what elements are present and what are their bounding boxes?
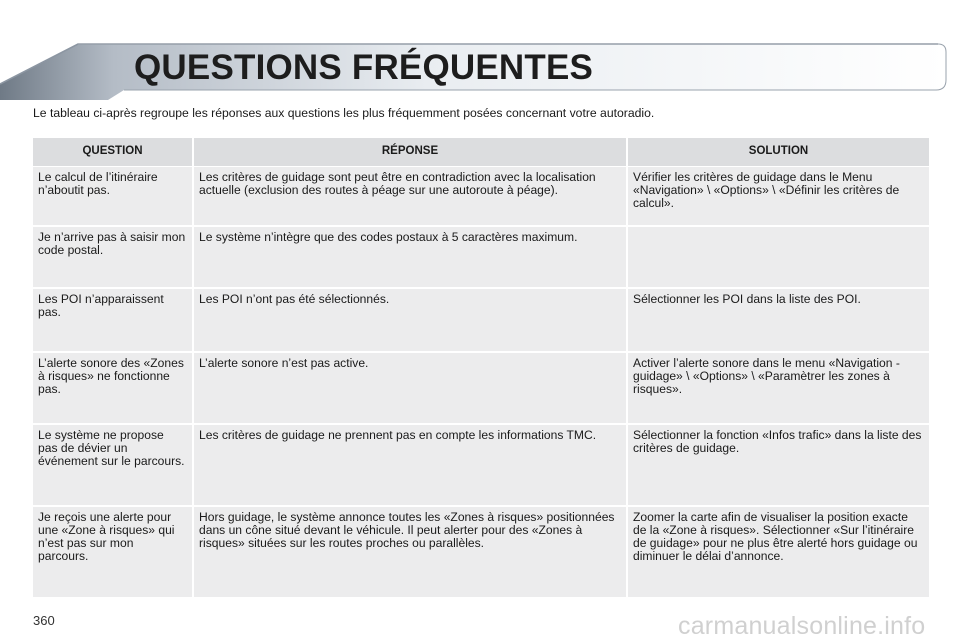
- question-text: Le système ne propose pas de dévier un événement sur le parcours.: [38, 428, 185, 468]
- page-title: QUESTIONS FRÉQUENTES: [134, 48, 594, 87]
- answer-cell: [193, 352, 627, 424]
- question-cell: [33, 352, 193, 424]
- solution-text: Activer l’alerte sonore dans le menu «Navigation - guidage» \ «Options» \ «Paramètrer les zones à risques».: [633, 356, 900, 396]
- watermark: carmanualsonline.info: [678, 612, 926, 640]
- question-text: Les POI n’apparaissent pas.: [38, 292, 164, 319]
- faq-table: [33, 138, 929, 599]
- question-cell: [33, 226, 193, 288]
- question-cell: [33, 506, 193, 598]
- answer-cell: [193, 288, 627, 352]
- solution-cell: [627, 506, 929, 598]
- column-header-question: QUESTION: [33, 138, 193, 166]
- solution-cell: [627, 166, 929, 226]
- solution-text: Sélectionner les POI dans la liste des POI.: [633, 292, 861, 306]
- question-cell: [33, 166, 193, 226]
- answer-cell: [193, 226, 627, 288]
- solution-cell: [627, 352, 929, 424]
- question-cell: [33, 424, 193, 506]
- column-header-reponse: RÉPONSE: [193, 138, 627, 166]
- solution-text: Vérifier les critères de guidage dans le Menu «Navigation» \ «Options» \ «Définir les critères de calcul».: [633, 169, 900, 210]
- question-text: Je reçois une alerte pour une «Zone à risques» qui n’est pas sur mon parcours.: [38, 510, 175, 563]
- answer-text: Les critères de guidage ne prennent pas en compte les informations TMC.: [199, 428, 597, 442]
- solution-cell: [627, 288, 929, 352]
- question-text: Le calcul de l’itinéraire n’aboutit pas.: [38, 169, 158, 197]
- table-row: [33, 506, 929, 598]
- column-header-solution: SOLUTION: [627, 138, 929, 166]
- table-row: [33, 424, 929, 506]
- answer-cell: [193, 166, 627, 226]
- answer-cell: [193, 424, 627, 506]
- answer-text: Les critères de guidage sont peut être en contradiction avec la localisation actuelle (exclusion des routes à péage sur une autoroute à péage).: [199, 169, 596, 197]
- table-row: [33, 166, 929, 226]
- answer-text: Les POI n’ont pas été sélectionnés.: [199, 292, 390, 306]
- page-number: 360: [33, 613, 55, 628]
- answer-text: Le système n’intègre que des codes postaux à 5 caractères maximum.: [199, 230, 578, 244]
- solution-text: Sélectionner la fonction «Infos trafic» dans la liste des critères de guidage.: [633, 428, 922, 455]
- intro-text: Le tableau ci-après regroupe les réponses aux questions les plus fréquemment posées concernant votre autoradio.: [33, 106, 655, 120]
- question-cell: [33, 288, 193, 352]
- answer-text: Hors guidage, le système annonce toutes les «Zones à risques» positionnées dans un cône situé devant le véhicule. Il peut alerter pour des «Zones à risques» situées sur les routes proches ou parallèles.: [199, 510, 615, 550]
- solution-cell: [627, 226, 929, 288]
- answer-text: L’alerte sonore n’est pas active.: [199, 356, 369, 370]
- table-row: [33, 352, 929, 424]
- solution-text: Zoomer la carte afin de visualiser la position exacte de la «Zone à risques». Sélectionner «Sur l’itinéraire de guidage» pour ne plus être alerté hors guidage ou diminuer le délai d’annonce.: [633, 510, 918, 563]
- solution-cell: [627, 424, 929, 506]
- table-header-row: [33, 138, 929, 166]
- answer-cell: [193, 506, 627, 598]
- table-row: [33, 288, 929, 352]
- table-row: [33, 226, 929, 288]
- question-text: L’alerte sonore des «Zones à risques» ne fonctionne pas.: [38, 356, 184, 396]
- question-text: Je n’arrive pas à saisir mon code postal.: [38, 230, 186, 257]
